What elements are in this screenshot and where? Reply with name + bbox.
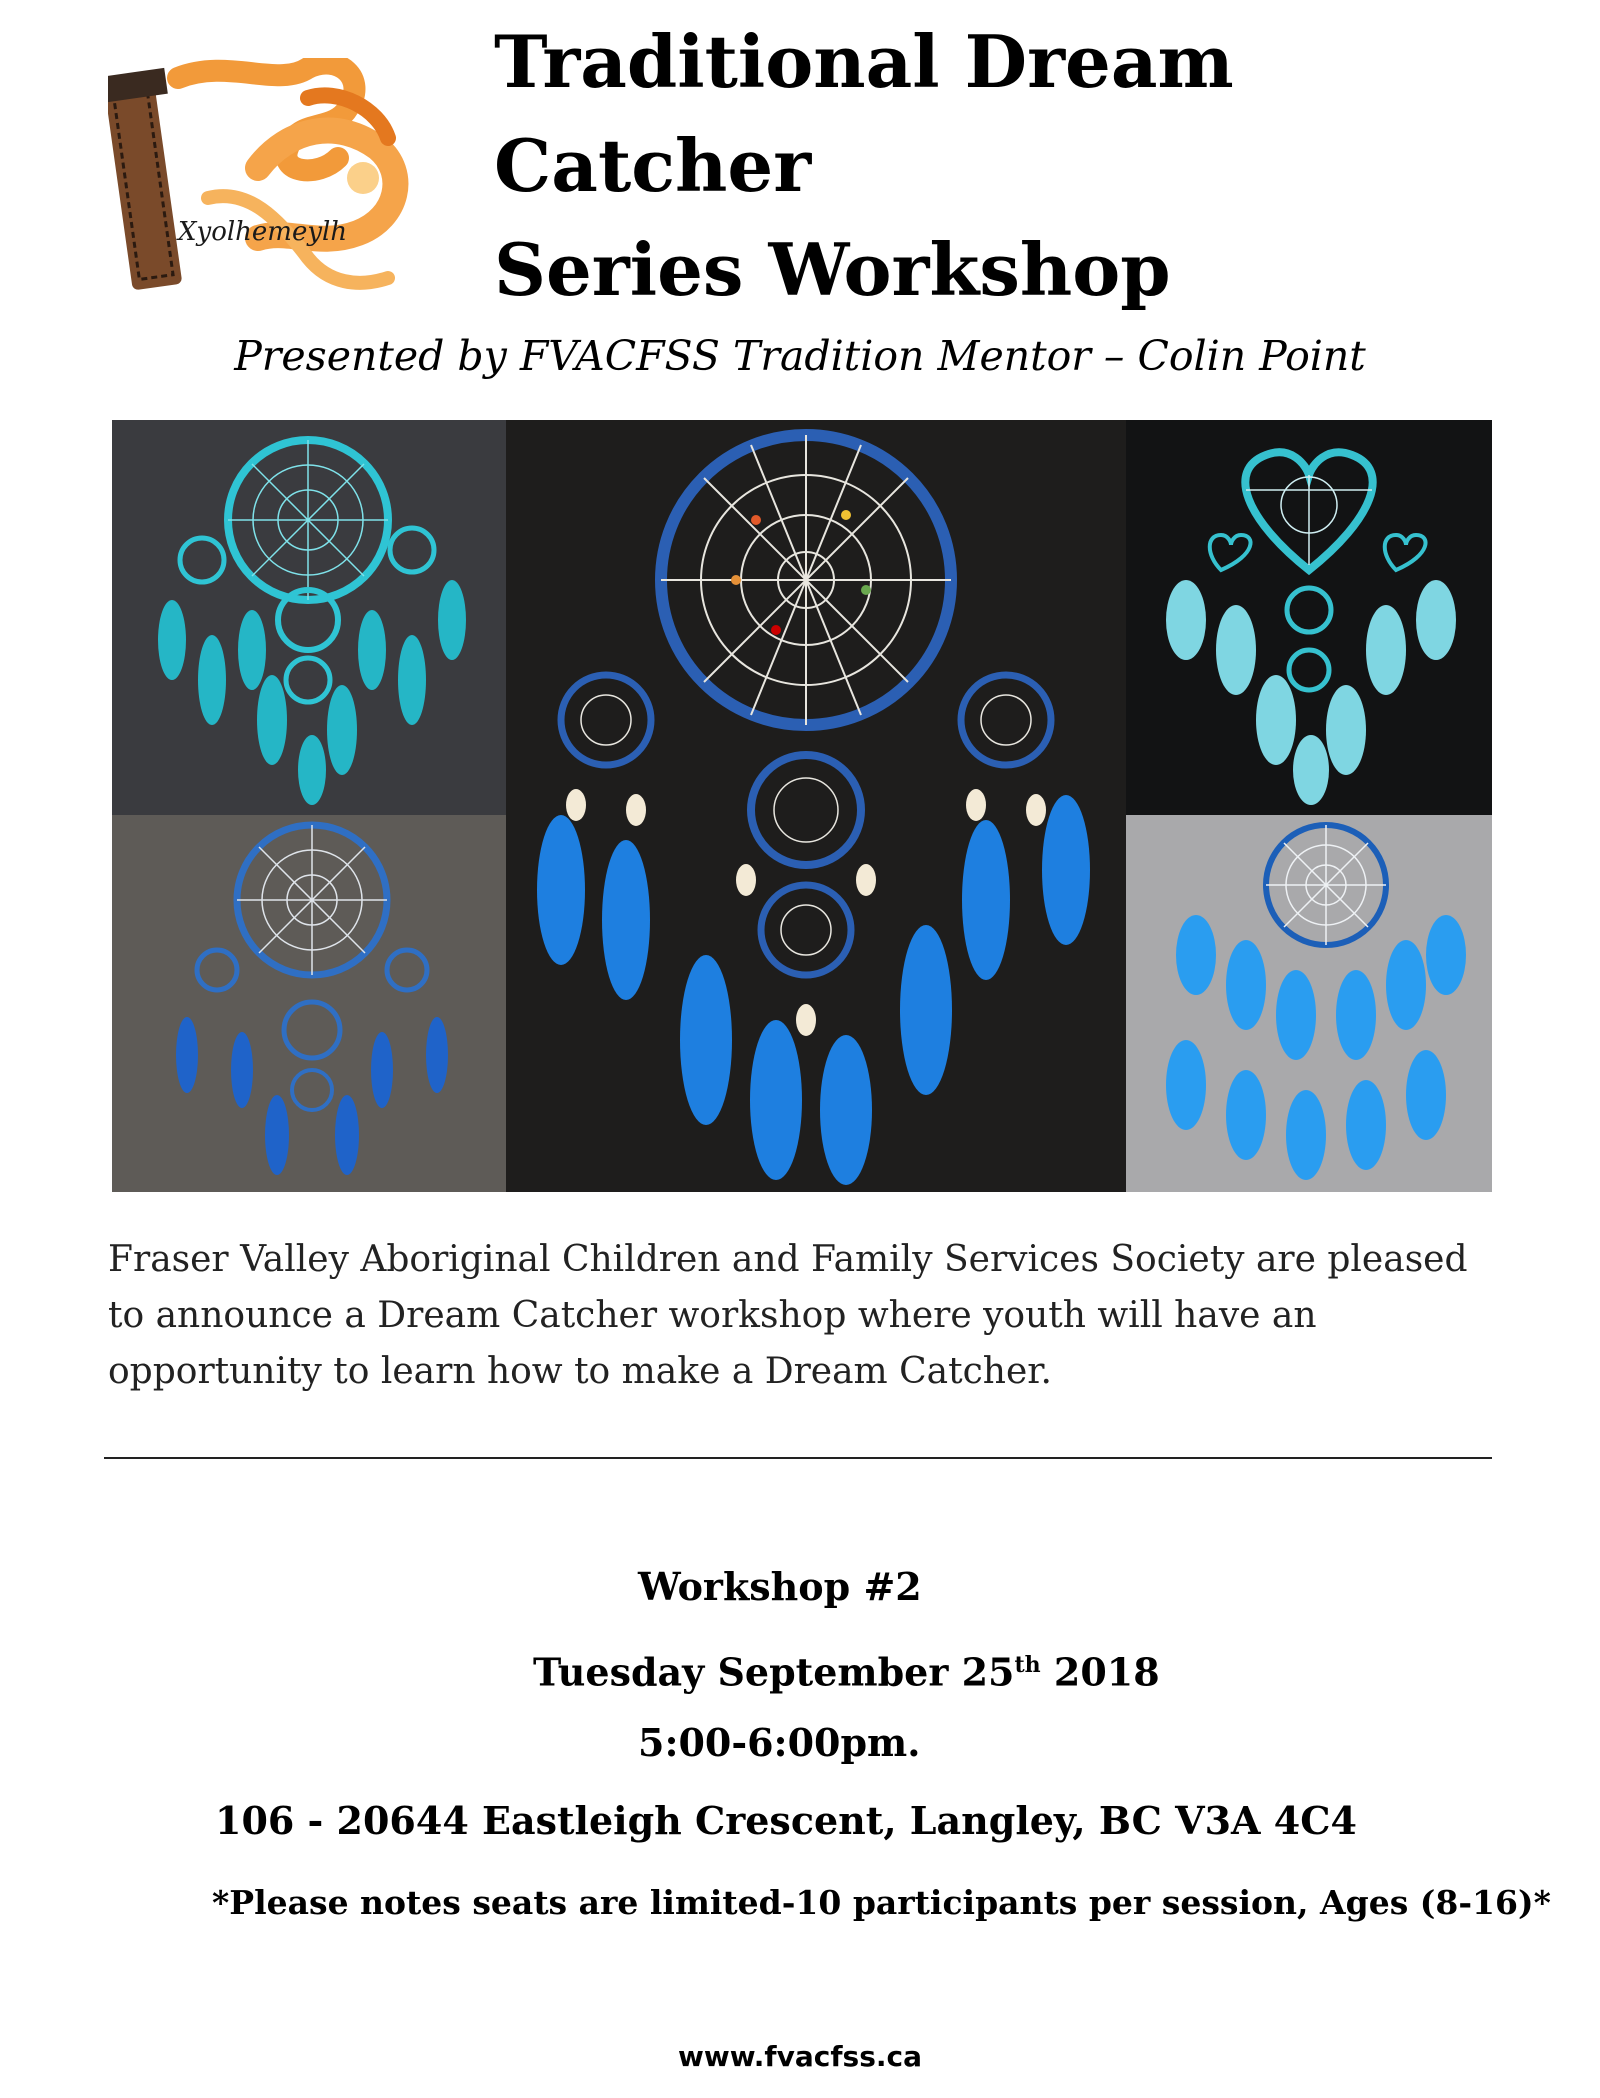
workshop-date-year: 2018 [1040, 1649, 1160, 1695]
photo-light-blue-heart-dream-catcher [1126, 420, 1492, 815]
logo-wordmark: Xyolhemeylh [178, 217, 348, 247]
workshop-time: 5:00-6:00pm. [638, 1720, 921, 1765]
page-title [494, 10, 1574, 322]
workshop-address: 106 - 20644 Eastleigh Crescent, Langley, BC V3A 4C4 [215, 1798, 1357, 1843]
workshop-date-prefix: Tuesday September 25 [533, 1649, 1015, 1695]
title-line-1: Traditional Dream Catcher [494, 19, 1234, 208]
workshop-date-suffix: th [1014, 1652, 1041, 1678]
photo-blue-dream-catcher-large [506, 420, 1126, 1192]
intro-paragraph: Fraser Valley Aboriginal Children and Family Services Society are pleased to announce a Dream Catcher workshop where youth will have an opportunity to learn how to make a Dream Catcher. [108, 1239, 1468, 1392]
workshop-date [533, 1640, 1160, 1698]
seating-note: *Please notes seats are limited-10 participants per session, Ages (8-16)* [212, 1883, 1551, 1922]
website-link[interactable]: www.fvacfss.ca [677, 2040, 922, 2073]
presenter-line: Presented by FVACFSS Tradition Mentor – Colin Point [234, 332, 1366, 380]
workshop-number: Workshop #2 [638, 1564, 922, 1609]
divider [104, 1457, 1492, 1459]
photo-turquoise-dream-catcher [112, 420, 506, 815]
photo-blue-dream-catcher-beaded [112, 815, 506, 1192]
organization-logo [108, 58, 438, 298]
title-line-2: Series Workshop [494, 227, 1171, 312]
photo-bright-blue-dream-catcher [1126, 815, 1492, 1192]
dream-catcher-photo-collage [112, 420, 1492, 1192]
